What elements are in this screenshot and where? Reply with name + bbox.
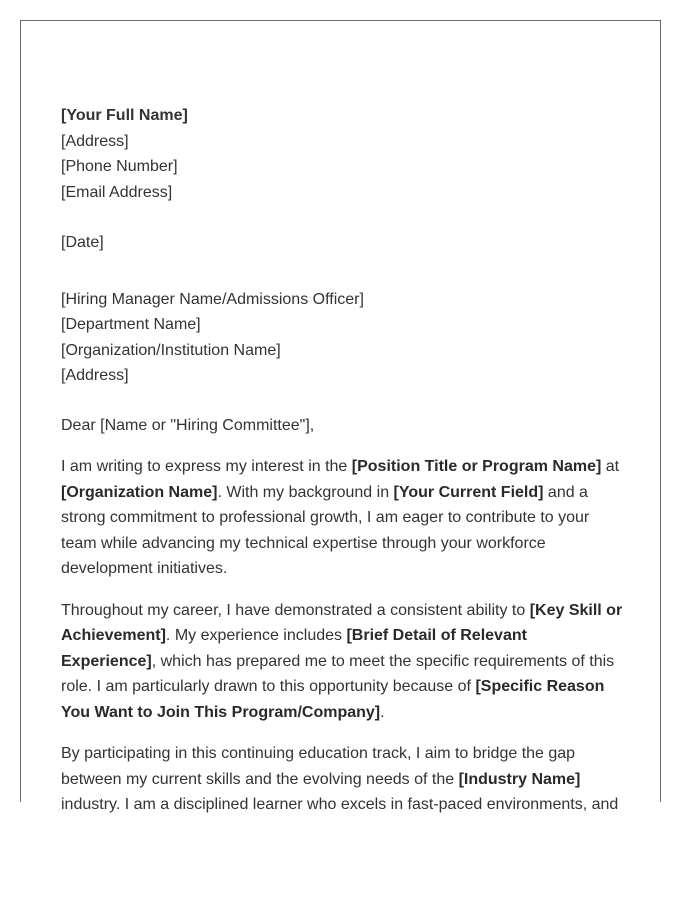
letter-body [61, 454, 623, 818]
body-text: Throughout my career, I have demonstrated a consistent ability to [61, 601, 530, 619]
recipient-block [61, 287, 623, 389]
date-block [61, 230, 623, 256]
body-text: at [601, 458, 620, 475]
body-text: , which has prepared me to meet the specific requirements of this role. I am particularly drawn to this opportunity because of [61, 652, 615, 695]
letter-page [20, 20, 661, 813]
recipient-department: [Department Name] [61, 316, 201, 333]
recipient-name: [Hiring Manager Name/Admissions Officer] [61, 290, 364, 308]
body-text: By participating in this continuing education track, I aim to bridge the gap between my current skills and the evolving needs of the [61, 745, 576, 788]
body-paragraph [61, 454, 623, 582]
letter-content [61, 103, 623, 818]
body-paragraph [61, 741, 623, 818]
sender-email: [Email Address] [61, 183, 173, 201]
placeholder-field: [Industry Name] [458, 770, 581, 788]
placeholder-field: [Position Title or Program Name] [351, 458, 602, 475]
body-text: . My experience includes [165, 627, 347, 644]
placeholder-field: [Specific Reason You Want to Join This Program/Company] [61, 678, 605, 721]
body-text: . With my background in [217, 483, 394, 501]
sender-address: [Address] [61, 132, 129, 150]
body-paragraph [61, 598, 623, 726]
salutation: Dear [Name or "Hiring Committee"], [61, 416, 315, 434]
placeholder-field: [Key Skill or Achievement] [61, 601, 623, 644]
placeholder-field: [Your Current Field] [393, 483, 544, 501]
body-text: and a strong commitment to professional growth, I am eager to contribute to your team while advancing my technical expertise through your workforce development initiatives. [61, 483, 590, 577]
recipient-organization: [Organization/Institution Name] [61, 341, 281, 359]
placeholder-field: [Brief Detail of Relevant Experience] [61, 627, 527, 670]
body-text: industry. I am a disciplined learner who excels in fast-paced environments, and [61, 796, 619, 813]
recipient-address: [Address] [61, 367, 129, 384]
letter-date: [Date] [61, 234, 104, 251]
body-text: . [380, 703, 385, 721]
sender-block [61, 103, 623, 205]
placeholder-field: [Organization Name] [61, 483, 218, 501]
sender-name: [Your Full Name] [61, 107, 188, 124]
body-text: I am writing to express my interest in the [61, 458, 352, 475]
sender-phone: [Phone Number] [61, 158, 178, 175]
